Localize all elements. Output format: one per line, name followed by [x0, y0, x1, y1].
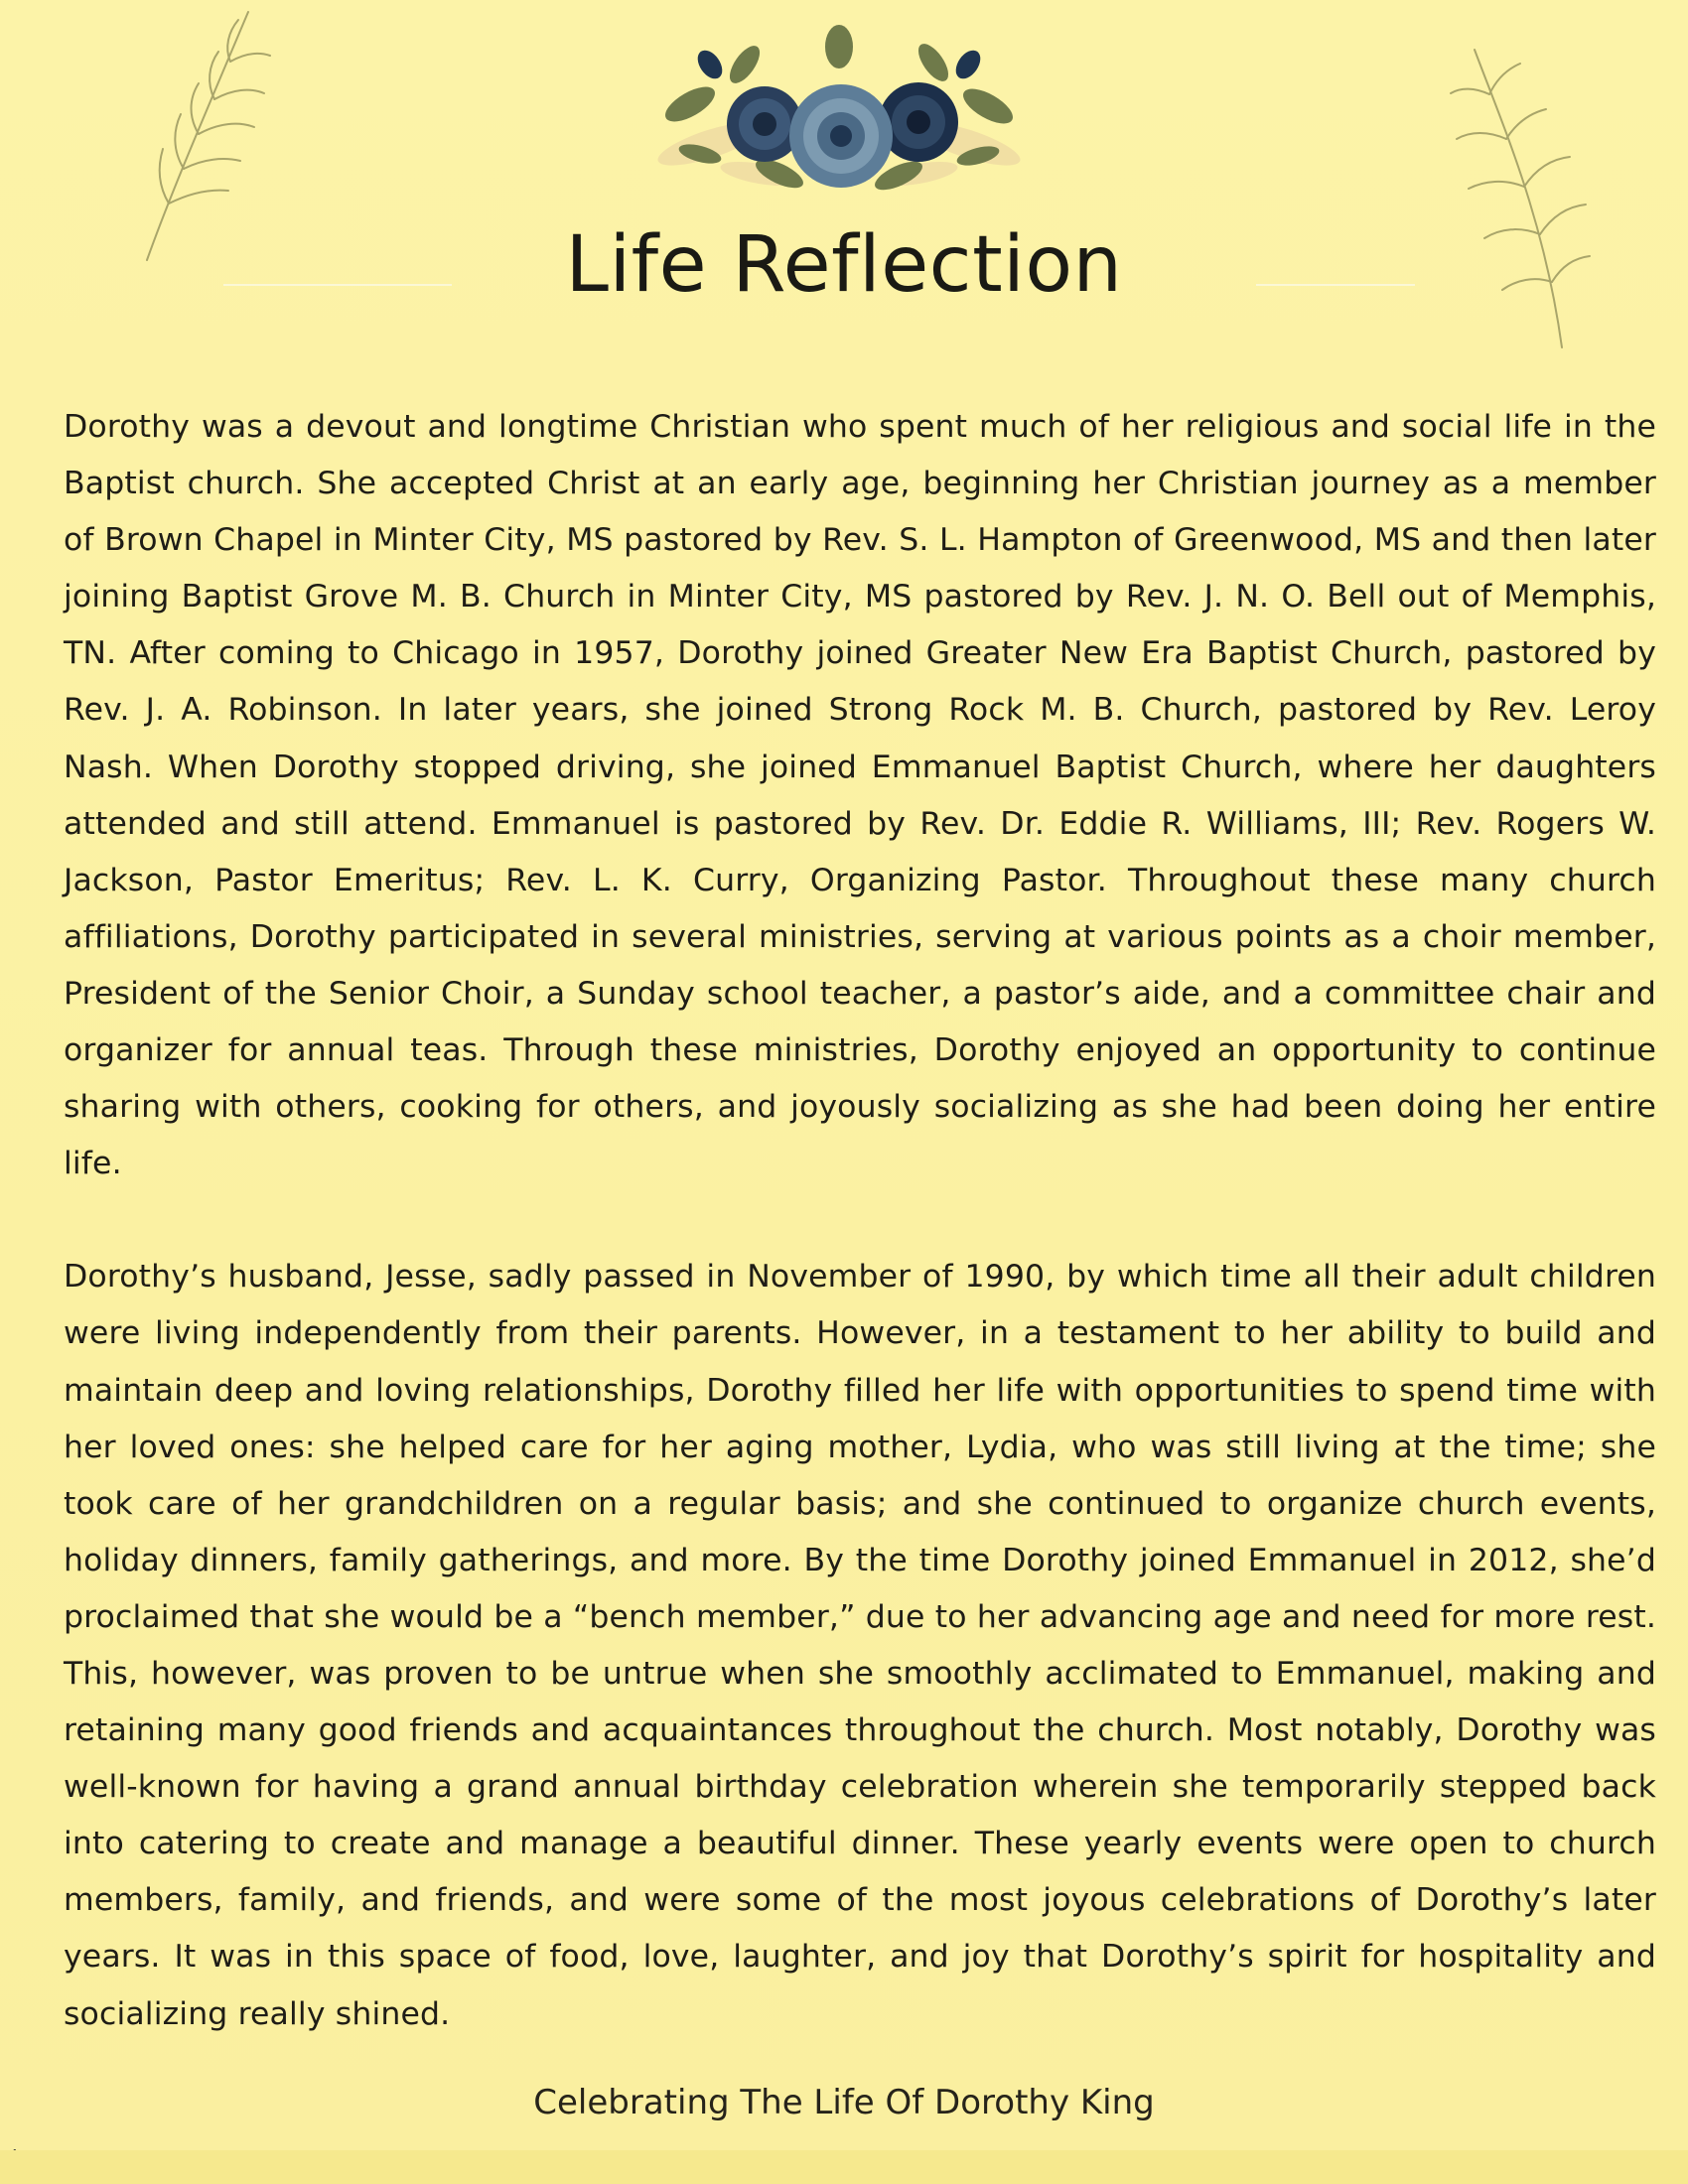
fern-sprig-icon [1445, 40, 1594, 357]
page-title: Life Reflection [565, 220, 1123, 310]
fern-sprig-icon [129, 0, 278, 268]
blue-rose-bouquet-icon [650, 25, 1028, 208]
page-edge [0, 2150, 1688, 2184]
body-text [64, 399, 1656, 2043]
paragraph: Dorothy’s husband, Jesse, sadly passed in November of 1990, by which time all their adult children were living independently from their parents. However, in a testament to her ability to build and maintain deep and loving relationships, Dorothy filled her life with opportunities to spend time with her loved ones: she helped care for her aging mother, Lydia, who was still living at the time; she took care of her grandchildren on a regular basis; and she continued to organize church events, holiday dinners, family gatherings, and more. By the time Dorothy joined Emmanuel in 2012, she’d proclaimed that she would be a “bench member,” due to her advancing age and need for more rest. This, however, was proven to be untrue when she smoothly acclimated to Emmanuel, making and retaining many good friends and acquaintances throughout the church. Most notably, Dorothy was well-known for having a grand annual birthday celebration wherein she temporarily stepped back into catering to create and manage a beautiful dinner. These yearly events were open to church members, family, and friends, and were some of the most joyous celebrations of Dorothy’s later years. It was in this space of food, love, laughter, and joy that Dorothy’s spirit for hospitality and socializing really shined. [64, 1259, 1656, 2032]
page-footer: Celebrating The Life Of Dorothy King [533, 2083, 1155, 2122]
paragraph: Dorothy was a devout and longtime Christian who spent much of her religious and social life in the Baptist church. She accepted Christ at an early age, beginning her Christian journey as a member of Brown Chapel in Minter City, MS pastored by Rev. S. L. Hampton of Greenwood, MS and then later joining Baptist Grove M. B. Church in Minter City, MS pastored by Rev. J. N. O. Bell out of Memphis, TN. After coming to Chicago in 1957, Dorothy joined Greater New Era Baptist Church, pastored by Rev. J. A. Robinson. In later years, she joined Strong Rock M. B. Church, pastored by Rev. Leroy Nash. When Dorothy stopped driving, she joined Emmanuel Baptist Church, where her daughters attended and still attend. Emmanuel is pastored by Rev. Dr. Eddie R. Williams, III; Rev. Rogers W. Jackson, Pastor Emeritus; Rev. L. K. Curry, Organizing Pastor. Throughout these many church affiliations, Dorothy participated in several ministries, serving at various points as a choir member, President of the Senior Choir, a Sunday school teacher, a pastor’s aide, and a committee chair and organizer for annual teas. Through these ministries, Dorothy enjoyed an opportunity to continue sharing with others, cooking for others, and joyously socializing as she had been doing her entire life. [64, 409, 1656, 1182]
